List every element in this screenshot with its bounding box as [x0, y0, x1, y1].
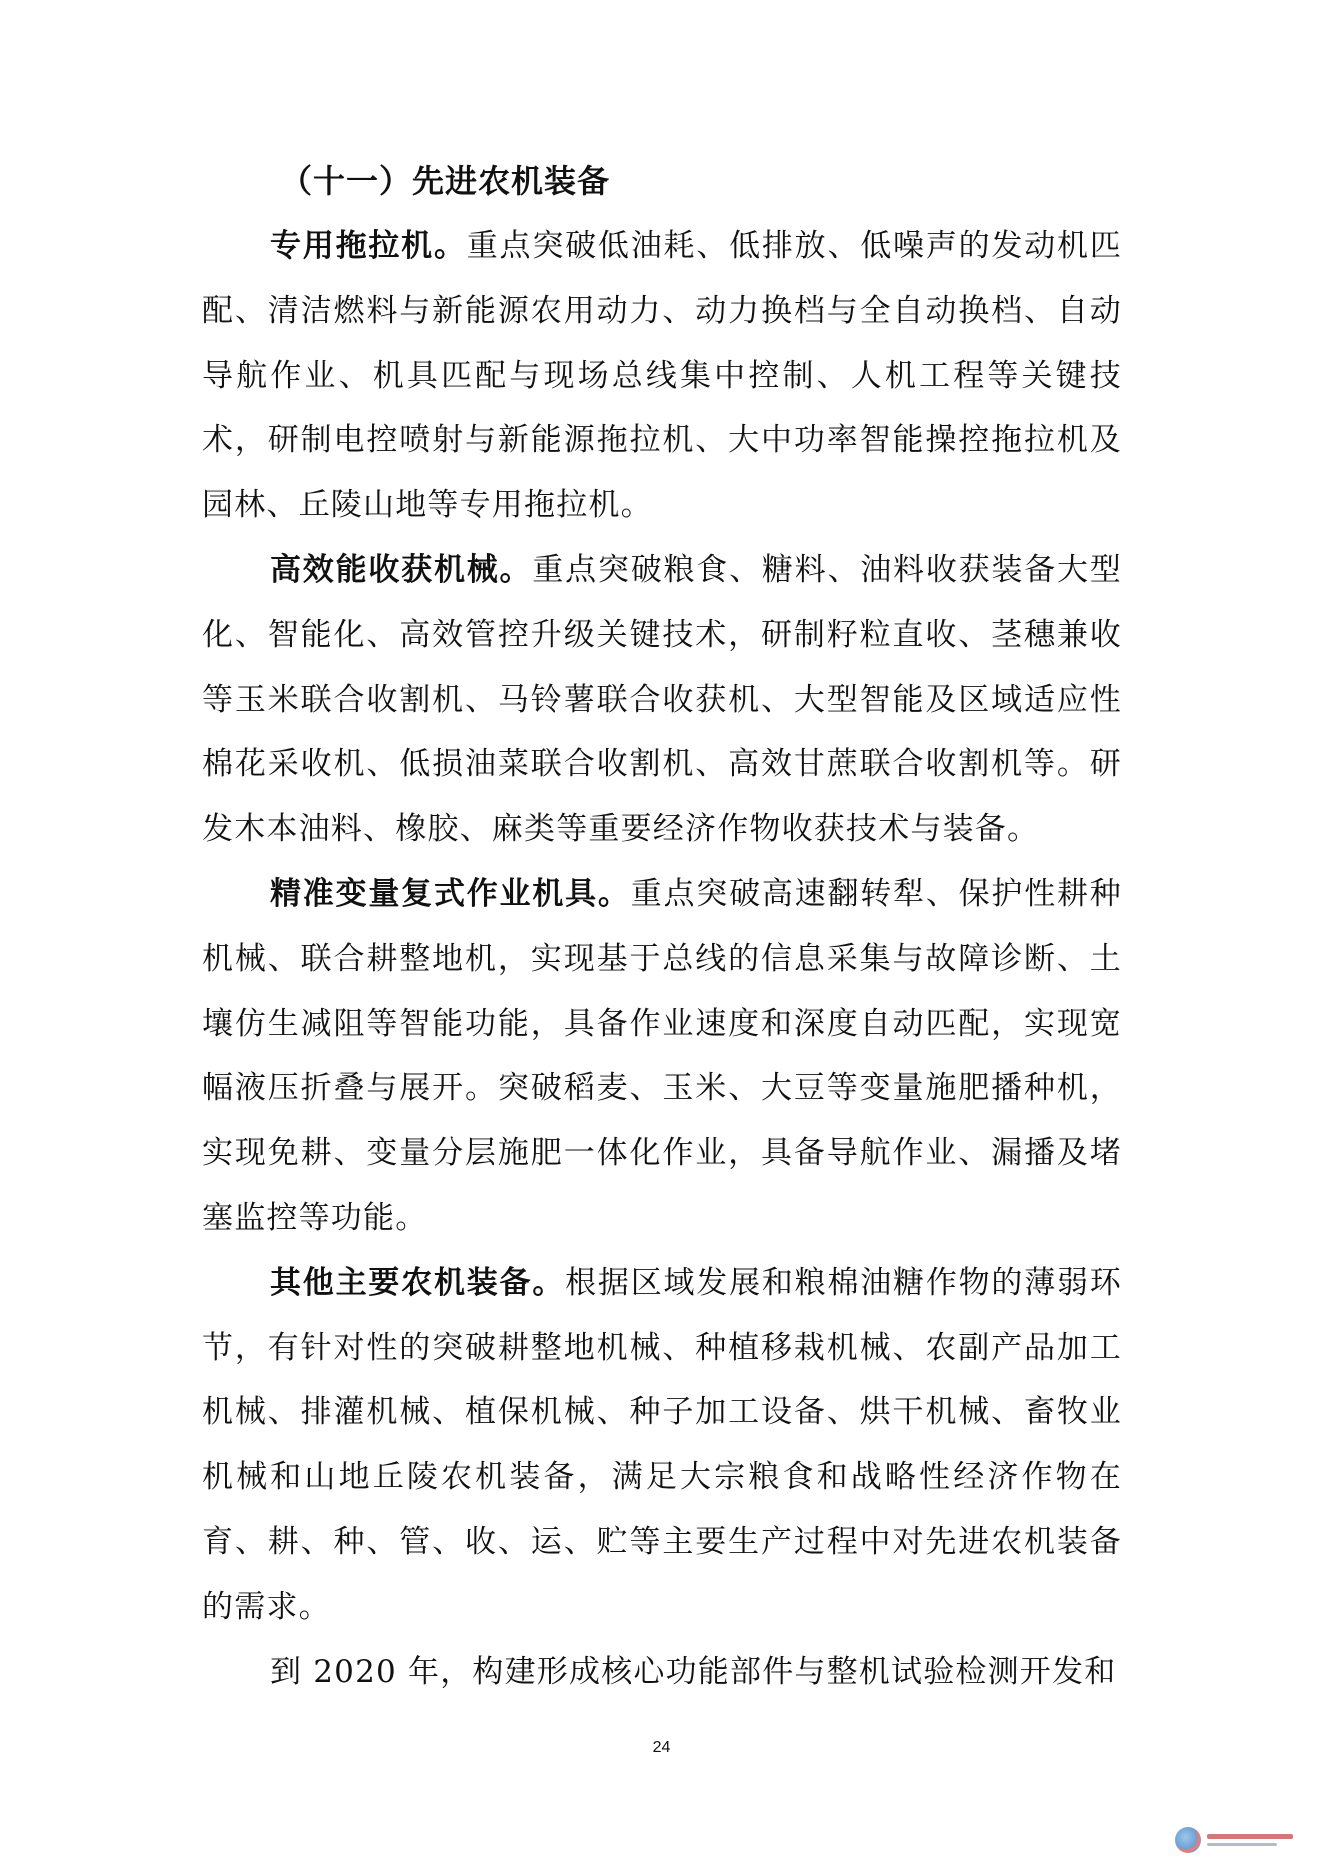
watermark-seal-icon: [1175, 1827, 1201, 1853]
paragraph-lead: 其他主要农机装备。: [270, 1264, 566, 1301]
section-heading: （十一）先进农机装备: [280, 162, 611, 200]
paragraph-harvester: [202, 538, 1122, 862]
paragraph-precision-tools: [202, 862, 1122, 1251]
watermark-bar: [1207, 1843, 1277, 1846]
paragraph-text: 重点突破粮食、糖料、油料收获装备大型化、智能化、高效管控升级关键技术，研制籽粒直收、茎穗兼收等玉米联合收割机、马铃薯联合收获机、大型智能及区域适应性棉花采收机、低损油菜联合收割机、高效甘蔗联合收割机等。研发木本油料、橡胶、麻类等重要经济作物收获技术与装备。: [202, 551, 1122, 848]
watermark-marks: [1207, 1834, 1293, 1846]
watermark-bar: [1207, 1834, 1293, 1839]
page-number: 24: [652, 1739, 671, 1756]
watermark-logo: [1175, 1825, 1305, 1855]
paragraph-2020-goal: [202, 1640, 1122, 1705]
page-body: [202, 150, 1122, 1704]
paragraph-lead: 高效能收获机械。: [270, 551, 533, 588]
paragraph-text: 根据区域发展和粮棉油糖作物的薄弱环节，有针对性的突破耕整地机械、种植移栽机械、农副产品加工机械、排灌机械、植保机械、种子加工设备、烘干机械、畜牧业机械和山地丘陵农机装备，满足大宗粮食和战略性经济作物在育、耕、种、管、收、运、贮等主要生产过程中对先进农机装备的需求。: [202, 1264, 1122, 1625]
paragraph-text: 重点突破高速翻转犁、保护性耕种机械、联合耕整地机，实现基于总线的信息采集与故障诊断、土壤仿生减阻等智能功能，具备作业速度和深度自动匹配，实现宽幅液压折叠与展开。突破稻麦、玉米、大豆等变量施肥播种机，实现免耕、变量分层施肥一体化作业，具备导航作业、漏播及堵塞监控等功能。: [202, 875, 1123, 1236]
paragraph-other-equipment: [202, 1251, 1122, 1640]
paragraph-lead: 精准变量复式作业机具。: [270, 875, 631, 912]
paragraph-text: 到 2020 年，构建形成核心功能部件与整机试验检测开发和: [270, 1653, 1117, 1690]
paragraph-text: 重点突破低油耗、低排放、低噪声的发动机匹配、清洁燃料与新能源农用动力、动力换档与全自动换档、自动导航作业、机具匹配与现场总线集中控制、人机工程等关键技术，研制电控喷射与新能源拖拉机、大中功率智能操控拖拉机及园林、丘陵山地等专用拖拉机。: [202, 228, 1123, 524]
paragraph-lead: 专用拖拉机。: [270, 228, 467, 264]
paragraph-tractor: [202, 214, 1122, 538]
